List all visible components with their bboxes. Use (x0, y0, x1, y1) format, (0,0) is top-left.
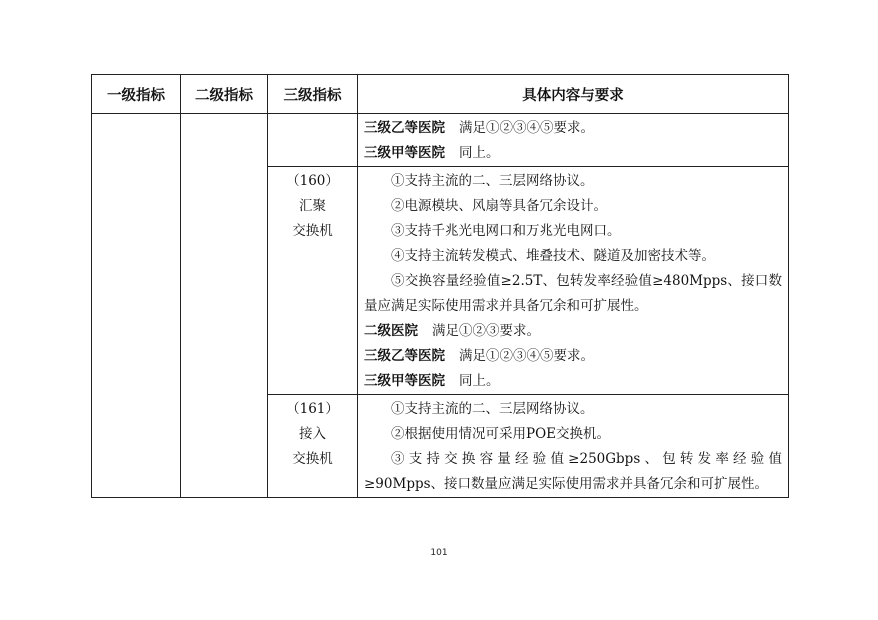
clause: ②根据使用情况可采用POE交换机。 (391, 426, 611, 442)
level3-cell-160 (268, 167, 358, 395)
header-level2: 二级指标 (181, 75, 268, 114)
requirement-text: 同上。 (459, 373, 500, 389)
requirement-line (364, 141, 782, 166)
level2-cell (181, 114, 268, 498)
clause: ③支持千兆光电网口和万兆光电网口。 (391, 223, 621, 239)
clause: ③支持交换容量经验值≥250Gbps、包转发率经验值≥90Mpps、接口数量应满足实际使用需求并具备冗余和可扩展性。 (364, 451, 782, 492)
header-content: 具体内容与要求 (358, 75, 789, 114)
page-number: 101 (430, 548, 448, 558)
clause: ②电源模块、风扇等具备冗余设计。 (391, 198, 607, 214)
indicator-table (91, 74, 789, 498)
item-name: 交换机 (292, 223, 333, 239)
hospital-level: 二级医院 (364, 323, 418, 339)
header-level1: 一级指标 (92, 75, 181, 114)
clause: ①支持主流的二、三层网络协议。 (391, 173, 594, 189)
item-code: （161） (286, 401, 339, 417)
clause: ①支持主流的二、三层网络协议。 (391, 401, 594, 417)
clause: ⑤交换容量经验值≥2.5T、包转发率经验值≥480Mpps、接口数量应满足实际使用需求并具备冗余和可扩展性。 (364, 273, 782, 314)
header-level3: 三级指标 (268, 75, 358, 114)
level1-cell (92, 114, 181, 498)
requirement-line (364, 319, 782, 344)
level3-cell-continued (268, 114, 358, 167)
hospital-level: 三级乙等医院 (364, 120, 445, 136)
item-name: 汇聚 (299, 198, 326, 214)
item-code: （160） (286, 173, 339, 189)
item-name: 交换机 (292, 451, 333, 467)
content-cell-continued (358, 114, 789, 167)
requirement-line (364, 116, 782, 141)
hospital-level: 三级甲等医院 (364, 145, 445, 161)
clause: ④支持主流转发模式、堆叠技术、隧道及加密技术等。 (391, 248, 715, 264)
hospital-level: 三级甲等医院 (364, 373, 445, 389)
item-name: 接入 (299, 426, 326, 442)
requirement-line (364, 369, 782, 394)
table-row-continued (92, 114, 789, 167)
requirement-text: 满足①②③④⑤要求。 (459, 348, 594, 364)
requirement-text: 满足①②③要求。 (432, 323, 540, 339)
hospital-level: 三级乙等医院 (364, 348, 445, 364)
requirement-line (364, 344, 782, 369)
level3-cell-161 (268, 395, 358, 498)
content-cell-160 (358, 167, 789, 395)
table-header-row (92, 75, 789, 114)
requirement-text: 同上。 (459, 145, 500, 161)
requirement-text: 满足①②③④⑤要求。 (459, 120, 594, 136)
content-cell-161 (358, 395, 789, 498)
